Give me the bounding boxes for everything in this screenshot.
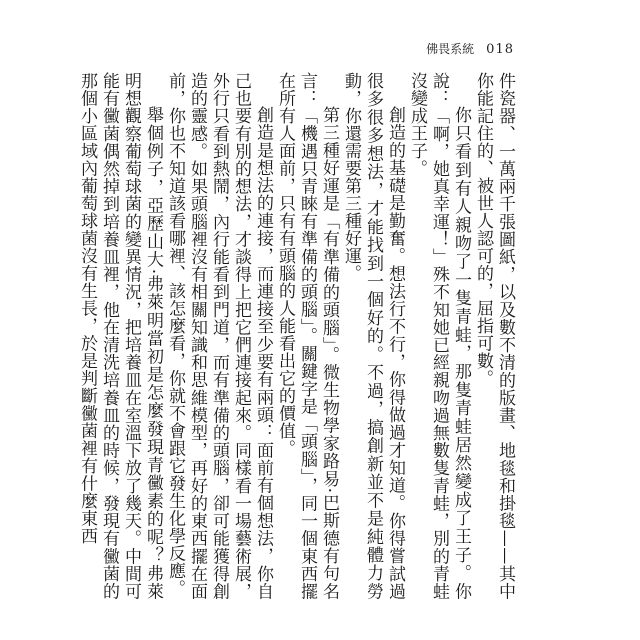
running-title: 佛畏系統: [426, 42, 475, 56]
paragraph: 件瓷器、一萬兩千張圖紙，以及數不清的版畫、地毯和掛毯——其中你能記住的、被世人認可的，屈指可數。: [473, 72, 515, 600]
paragraph: 創造的基礎是勤奮。想法行不行，你得做過才知道。你得嘗試過很多很多想法，才能找到一個好的。不過，搞創新並不是純體力勞動，你還需要第三種好運。: [341, 72, 405, 600]
paragraph: 你只看到有人親吻了一隻青蛙，那隻青蛙居然變成了王子。你說：「啊，她真幸運！」殊不知她已經親吻過無數隻青蛙，別的青蛙沒變成王子。: [407, 72, 471, 600]
paragraph: 第三種好運是「有準備的頭腦」。微生物學家路易·巴斯德有句名言：「機遇只青睞有準備的頭腦」。關鍵字是「頭腦」，同一個東西擺在所有人面前，只有有頭腦的人能看出它的價值。: [275, 72, 339, 600]
paragraph: 創造是想法的連接，而連接至少要有兩頭：面前有個想法，你自己也要有別的想法，才談得上把它們連接起來。同樣看一場藝術展，外行只看到熱鬧，內行能看到門道，而有準備的頭腦，卻可能獲得創造的靈感。如果頭腦裡沒有相關知識和思維模型，再好的東西擺在面前，你也不知道該看哪裡、該怎麼看，你就不會跟它發生化學反應。: [165, 72, 273, 600]
page-header: [426, 40, 514, 57]
paragraph: 舉個例子，亞歷山大·弗萊明當初是怎麼發現青黴素的呢？弗萊明想觀察葡萄球菌的變異情況，把培養皿在室溫下放了幾天。中間可能有黴菌偶然掉到培養皿裡，他在清洗培養皿的時候，發現有黴菌的那個小區域內葡萄球菌沒有生長，於是判斷黴菌裡有什麼東西: [77, 72, 163, 600]
body-text: [77, 72, 516, 600]
page-number: 018: [486, 42, 514, 57]
